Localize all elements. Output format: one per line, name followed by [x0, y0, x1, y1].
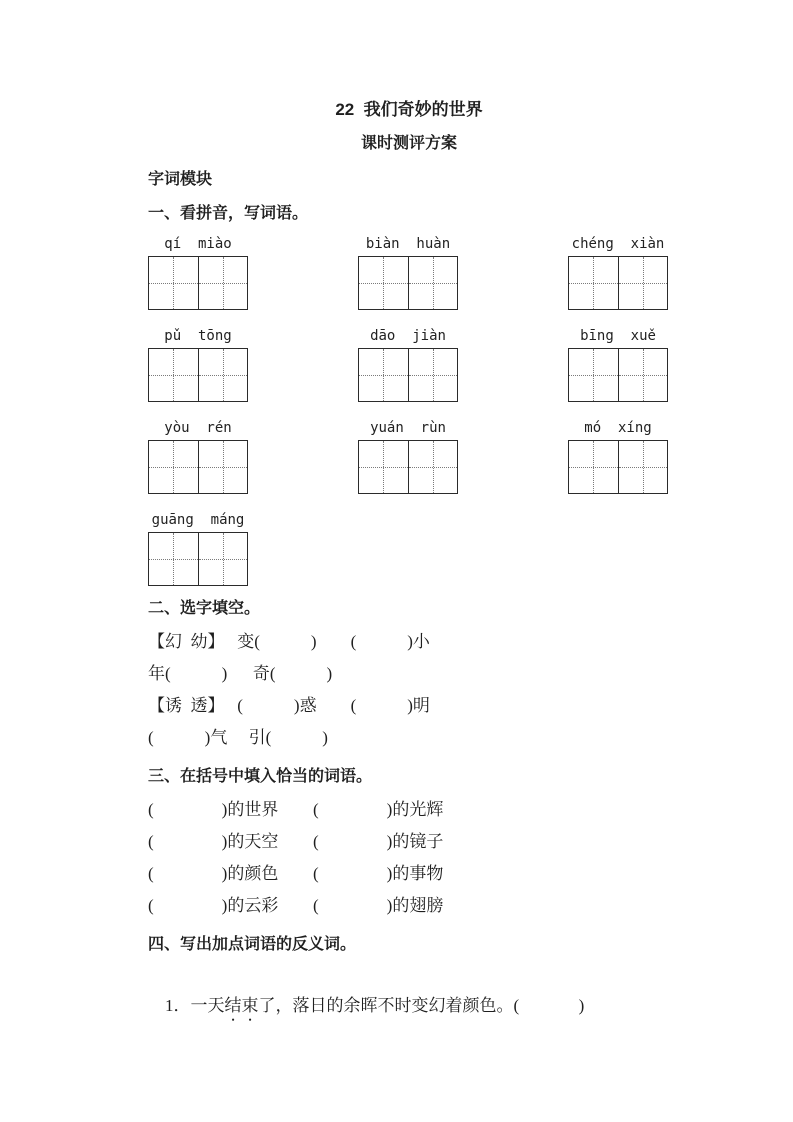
exercise1-heading: 一、看拼音，写词语。	[148, 205, 309, 222]
doc-subtitle: 课时测评方案	[360, 135, 457, 152]
writing-grid-cell[interactable]	[359, 441, 408, 493]
writing-grid-box[interactable]	[148, 256, 248, 310]
bracket-fill-left: ( )的世界	[148, 800, 279, 819]
bracket-fill-right: ( )的镜子	[313, 832, 444, 851]
writing-grid-box[interactable]	[148, 532, 248, 586]
writing-grid-box[interactable]	[358, 440, 458, 494]
sentence-prefix: 1．一天	[165, 996, 225, 1015]
writing-grid-cell[interactable]	[618, 441, 668, 493]
emphasized-word: 结束	[224, 996, 259, 1015]
writing-grid-cell[interactable]	[149, 349, 198, 401]
pinyin-word-item	[358, 235, 458, 310]
writing-grid-cell[interactable]	[569, 349, 618, 401]
writing-grid-cell[interactable]	[569, 257, 618, 309]
exercise2-heading: 二、选字填空。	[148, 600, 261, 617]
writing-grid-cell[interactable]	[198, 349, 248, 401]
writing-grid-cell[interactable]	[149, 533, 198, 585]
writing-grid-cell[interactable]	[618, 349, 668, 401]
pinyin-label: dāo jiàn	[370, 328, 446, 344]
pinyin-word-item	[358, 327, 458, 402]
pinyin-label: biàn huàn	[365, 236, 451, 252]
exercise4-heading: 四、写出加点词语的反义词。	[148, 936, 357, 953]
writing-grid-box[interactable]	[358, 256, 458, 310]
bracket-fill-row	[148, 794, 670, 826]
pinyin-word-item	[358, 419, 458, 494]
pinyin-word-item	[148, 235, 248, 310]
bracket-fill-row	[148, 890, 670, 922]
pinyin-label: qí miào	[164, 236, 232, 252]
pinyin-word-item	[568, 419, 668, 494]
writing-grid-box[interactable]	[148, 348, 248, 402]
writing-grid-box[interactable]	[568, 440, 668, 494]
fill-blank-line: 【幻 幼】 变( ) ( )小	[148, 632, 430, 651]
choose-character-fill-section	[148, 626, 670, 754]
bracket-fill-right: ( )的事物	[313, 864, 444, 883]
pinyin-label: chéng xiàn	[571, 236, 665, 252]
bracket-fill-section	[148, 794, 670, 922]
writing-grid-box[interactable]	[358, 348, 458, 402]
module-header: 字词模块	[148, 171, 213, 188]
bracket-fill-left: ( )的云彩	[148, 896, 279, 915]
writing-grid-cell[interactable]	[149, 441, 198, 493]
writing-grid-cell[interactable]	[198, 257, 248, 309]
sentence-suffix: 了，落日的余晖不时变幻着颜色。( )	[258, 996, 585, 1015]
fill-blank-line: 【诱 透】 ( )惑 ( )明	[148, 696, 430, 715]
antonym-sentence	[148, 958, 670, 1057]
bracket-fill-left: ( )的天空	[148, 832, 279, 851]
exercise3-heading: 三、在括号中填入恰当的词语。	[148, 768, 373, 785]
fill-blank-line: 年( ) 奇( )	[148, 664, 333, 683]
pinyin-label: yòu rén	[164, 420, 232, 436]
bracket-fill-right: ( )的翅膀	[313, 896, 444, 915]
writing-grid-cell[interactable]	[408, 257, 458, 309]
writing-grid-cell[interactable]	[359, 349, 408, 401]
writing-grid-box[interactable]	[148, 440, 248, 494]
pinyin-label: mó xíng	[584, 420, 652, 436]
pinyin-writing-grid	[148, 235, 670, 586]
writing-grid-cell[interactable]	[408, 349, 458, 401]
pinyin-word-item	[568, 235, 668, 310]
pinyin-label: guāng máng	[151, 512, 245, 528]
writing-grid-box[interactable]	[568, 348, 668, 402]
writing-grid-cell[interactable]	[618, 257, 668, 309]
pinyin-label: pǔ tōng	[164, 328, 232, 344]
writing-grid-cell[interactable]	[569, 441, 618, 493]
bracket-fill-left: ( )的颜色	[148, 864, 279, 883]
pinyin-label: bīng xuě	[580, 328, 656, 344]
bracket-fill-row	[148, 858, 670, 890]
pinyin-word-item	[148, 511, 248, 586]
bracket-fill-row	[148, 826, 670, 858]
writing-grid-cell[interactable]	[408, 441, 458, 493]
writing-grid-cell[interactable]	[198, 533, 248, 585]
writing-grid-box[interactable]	[568, 256, 668, 310]
lesson-title: 22 我们奇妙的世界	[335, 100, 483, 119]
writing-grid-cell[interactable]	[198, 441, 248, 493]
pinyin-word-item	[148, 419, 248, 494]
pinyin-word-item	[148, 327, 248, 402]
fill-blank-line: ( )气 引( )	[148, 728, 328, 747]
bracket-fill-right: ( )的光辉	[313, 800, 444, 819]
pinyin-word-item	[568, 327, 668, 402]
writing-grid-cell[interactable]	[149, 257, 198, 309]
pinyin-label: yuán rùn	[370, 420, 446, 436]
writing-grid-cell[interactable]	[359, 257, 408, 309]
